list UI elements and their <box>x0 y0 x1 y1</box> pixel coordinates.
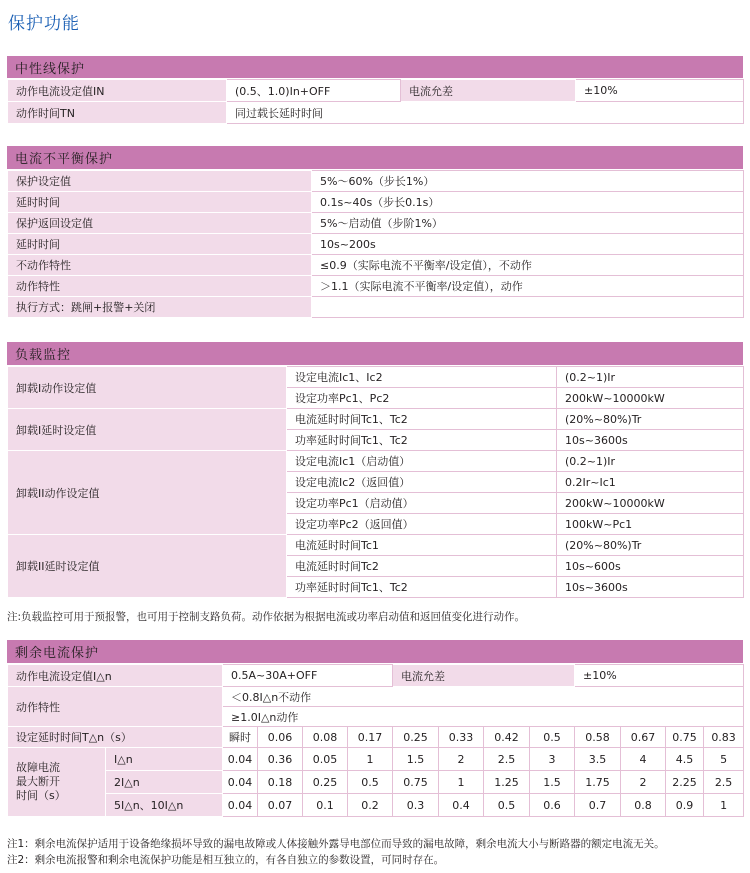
page-title: 保护功能 <box>8 14 80 34</box>
table-cell: (20%~80%)Tr <box>557 535 744 556</box>
table-cell: 动作时间TN <box>8 102 227 124</box>
table-cell: 动作电流设定值IN <box>8 80 227 102</box>
table-cell: 2.5 <box>704 771 744 794</box>
table-cell: 动作特性 <box>8 687 223 727</box>
group-label: 卸载I动作设定值 <box>8 367 287 409</box>
residual-table <box>7 664 744 817</box>
table-row <box>8 213 744 234</box>
table-cell: 3 <box>530 748 575 771</box>
table-cell: 10s~200s <box>312 234 744 255</box>
table-row <box>8 255 744 276</box>
table-cell: 0.9 <box>666 794 704 817</box>
table-cell: 0.6 <box>530 794 575 817</box>
table-cell: ±10% <box>575 665 744 687</box>
table-cell: 0.08 <box>303 727 348 748</box>
table-cell: 1.75 <box>575 771 621 794</box>
table-cell: 0.5 <box>348 771 393 794</box>
table-cell <box>312 297 744 318</box>
table-cell: 0.1 <box>303 794 348 817</box>
table-cell: 4.5 <box>666 748 704 771</box>
table-cell: 延时时间 <box>8 234 312 255</box>
table-cell: 0.25 <box>393 727 439 748</box>
table-cell: 2.5 <box>484 748 530 771</box>
table-cell: 2 <box>439 748 484 771</box>
fault-label-line: 最大断开 <box>16 775 60 788</box>
table-cell: 设定电流Ic2（返回值） <box>287 472 557 493</box>
table-cell: 2I△n <box>106 771 223 794</box>
table-row <box>8 297 744 318</box>
table-cell: 设定功率Pc2（返回值） <box>287 514 557 535</box>
table-cell: 同过载长延时时间 <box>227 102 744 124</box>
table-cell: 3.5 <box>575 748 621 771</box>
table-cell: 设定延时时间T△n（s） <box>8 727 223 748</box>
table-cell: 0.17 <box>348 727 393 748</box>
table-cell: 5%～启动值（步阶1%） <box>312 213 744 234</box>
table-row <box>8 535 744 556</box>
table-cell: 0.75 <box>393 771 439 794</box>
table-cell: 电流允差 <box>401 80 576 102</box>
table-row <box>8 727 744 748</box>
fault-label-line: 时间（s） <box>16 789 66 802</box>
table-cell: 1 <box>439 771 484 794</box>
table-cell: 1 <box>348 748 393 771</box>
table-cell: 不动作特性 <box>8 255 312 276</box>
table-cell: 动作电流设定值I△n <box>8 665 223 687</box>
table-cell: (20%~80%)Tr <box>557 409 744 430</box>
table-cell: 0.75 <box>666 727 704 748</box>
table-row <box>8 102 744 124</box>
table-cell: 200kW~10000kW <box>557 388 744 409</box>
table-cell: 设定电流Ic1、Ic2 <box>287 367 557 388</box>
table-row <box>8 409 744 430</box>
table-cell: 2 <box>621 771 666 794</box>
table-cell: 设定电流Ic1（启动值） <box>287 451 557 472</box>
table-cell: 保护设定值 <box>8 171 312 192</box>
table-cell: 0.06 <box>258 727 303 748</box>
table-cell: ≥1.0I△n动作 <box>223 707 744 727</box>
load-note: 注:负载监控可用于预报警，也可用于控制支路负荷。动作依据为根据电流或功率启动值和返回值变化进行动作。 <box>7 611 526 623</box>
table-row <box>8 192 744 213</box>
table-cell: 0.67 <box>621 727 666 748</box>
table-cell: ＞1.1（实际电流不平衡率/设定值），动作 <box>312 276 744 297</box>
group-label: 卸载II延时设定值 <box>8 535 287 598</box>
table-row <box>8 771 744 794</box>
table-row <box>8 794 744 817</box>
table-cell: 功率延时时间Tc1、Tc2 <box>287 430 557 451</box>
table-cell: 200kW~10000kW <box>557 493 744 514</box>
table-cell: 0.2Ir~Ic1 <box>557 472 744 493</box>
group-label: 卸载II动作设定值 <box>8 451 287 535</box>
table-cell: 0.5 <box>530 727 575 748</box>
table-cell: 5 <box>704 748 744 771</box>
residual-note-1: 注1：剩余电流保护适用于设备绝缘损坏导致的漏电故障或人体接触外露导电部位而导致的漏电故障，剩余电流大小与断路器的额定电流无关。 <box>7 838 665 850</box>
table-cell: 5I△n、10I△n <box>106 794 223 817</box>
unbalance-header: 电流不平衡保护 <box>7 146 743 169</box>
table-row <box>8 451 744 472</box>
table-cell: 瞬时 <box>223 727 258 748</box>
table-row <box>8 665 744 687</box>
table-cell: 0.8 <box>621 794 666 817</box>
table-cell: 电流延时时间Tc2 <box>287 556 557 577</box>
table-cell: 10s~3600s <box>557 577 744 598</box>
neutral-table <box>7 79 744 124</box>
table-cell: (0.2~1)Ir <box>557 367 744 388</box>
table-cell: 0.04 <box>223 748 258 771</box>
table-cell: 电流延时时间Tc1 <box>287 535 557 556</box>
table-cell: 执行方式：跳闸+报警+关闭 <box>8 297 312 318</box>
table-cell: 动作特性 <box>8 276 312 297</box>
table-cell: 2.25 <box>666 771 704 794</box>
load-header: 负载监控 <box>7 342 743 365</box>
group-label: 卸载I延时设定值 <box>8 409 287 451</box>
table-cell: 保护返回设定值 <box>8 213 312 234</box>
table-cell: 0.5A~30A+OFF <box>223 665 393 687</box>
table-cell: ±10% <box>576 80 744 102</box>
table-cell: 0.2 <box>348 794 393 817</box>
table-cell: 1.5 <box>530 771 575 794</box>
table-cell: 0.58 <box>575 727 621 748</box>
table-cell: 4 <box>621 748 666 771</box>
table-cell: 5%～60%（步长1%） <box>312 171 744 192</box>
table-cell: 0.04 <box>223 794 258 817</box>
table-cell: 0.33 <box>439 727 484 748</box>
table-cell: 0.4 <box>439 794 484 817</box>
table-cell: 0.1s~40s（步长0.1s） <box>312 192 744 213</box>
table-cell: 设定功率Pc1、Pc2 <box>287 388 557 409</box>
table-cell: ＜0.8I△n不动作 <box>223 687 744 707</box>
table-cell: ≤0.9（实际电流不平衡率/设定值），不动作 <box>312 255 744 276</box>
table-cell: 1.25 <box>484 771 530 794</box>
table-cell: 10s~3600s <box>557 430 744 451</box>
table-cell: (0.5、1.0)In+OFF <box>227 80 401 102</box>
table-cell: 1 <box>704 794 744 817</box>
table-cell: 0.18 <box>258 771 303 794</box>
table-row <box>8 171 744 192</box>
residual-note-2: 注2：剩余电流报警和剩余电流保护功能是相互独立的，有各自独立的参数设置，可同时存在。 <box>7 854 445 866</box>
table-cell: 功率延时时间Tc1、Tc2 <box>287 577 557 598</box>
fault-label <box>8 748 106 817</box>
table-cell: 0.83 <box>704 727 744 748</box>
table-cell: 设定功率Pc1（启动值） <box>287 493 557 514</box>
table-cell: 0.7 <box>575 794 621 817</box>
table-row <box>8 234 744 255</box>
table-cell: 0.3 <box>393 794 439 817</box>
table-cell: 1.5 <box>393 748 439 771</box>
table-cell: 0.5 <box>484 794 530 817</box>
table-row <box>8 367 744 388</box>
neutral-header: 中性线保护 <box>7 56 743 78</box>
table-cell: 延时时间 <box>8 192 312 213</box>
table-cell: 电流允差 <box>393 665 575 687</box>
table-cell: 电流延时时间Tc1、Tc2 <box>287 409 557 430</box>
table-row <box>8 276 744 297</box>
table-cell: 0.05 <box>303 748 348 771</box>
table-cell: 10s~600s <box>557 556 744 577</box>
table-row <box>8 748 744 771</box>
table-cell: I△n <box>106 748 223 771</box>
table-row <box>8 687 744 707</box>
table-cell: 0.42 <box>484 727 530 748</box>
table-cell: 0.25 <box>303 771 348 794</box>
table-cell: 0.07 <box>258 794 303 817</box>
table-cell: 0.36 <box>258 748 303 771</box>
table-cell: 0.04 <box>223 771 258 794</box>
table-cell: 100kW~Pc1 <box>557 514 744 535</box>
load-table <box>7 366 744 598</box>
fault-label-line: 故障电流 <box>16 761 60 774</box>
table-row <box>8 80 744 102</box>
residual-header: 剩余电流保护 <box>7 640 743 663</box>
table-cell: (0.2~1)Ir <box>557 451 744 472</box>
unbalance-table <box>7 170 744 318</box>
